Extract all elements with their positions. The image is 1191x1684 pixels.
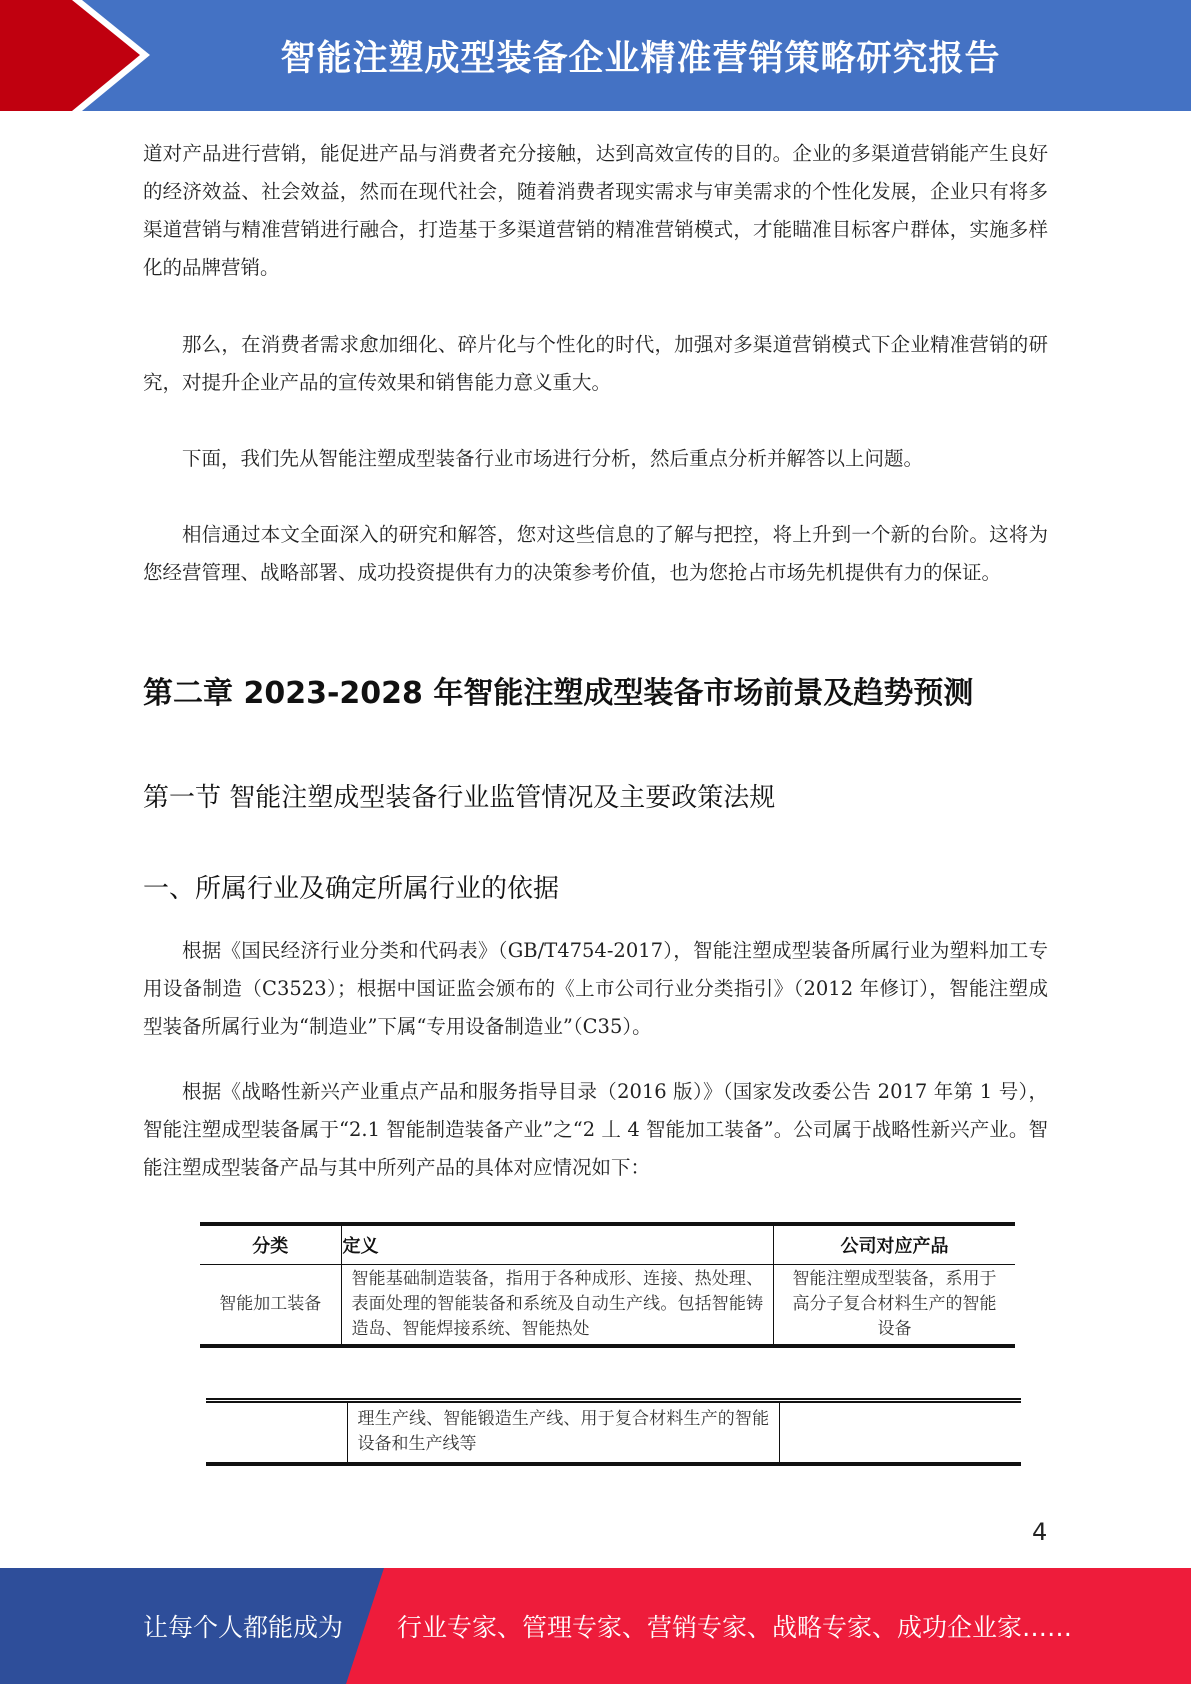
subsection-heading: 一、所属行业及确定所属行业的依据 [143, 874, 560, 904]
table-cell-category: 智能加工装备 [219, 1294, 322, 1314]
table-cell-product [780, 1401, 1021, 1465]
table-cell-definition: 智能基础制造装备，指用于各种成形、连接、热处理、表面处理的智能装备和系统及自动生产线。包括智能铸造岛、智能焊接系统、智能热处 [341, 1265, 774, 1347]
classification-table-continuation [206, 1398, 1021, 1466]
table-cell-product: 智能注塑成型装备，系用于高分子复合材料生产的智能设备 [774, 1265, 1015, 1347]
table-cell-category [206, 1401, 347, 1465]
table-row [206, 1401, 1021, 1465]
table-header-product: 公司对应产品 [774, 1224, 1015, 1265]
footer-banner [0, 1568, 1191, 1684]
table-cell-definition: 理生产线、智能锻造生产线、用于复合材料生产的智能设备和生产线等 [347, 1401, 780, 1465]
document-title: 智能注塑成型装备企业精准营销策略研究报告 [280, 38, 1001, 79]
table-header-row [200, 1224, 1015, 1265]
paragraph-value-statement: 相信通过本文全面深入的研究和解答，您对这些信息的了解与把控，将上升到一个新的台阶。这将为您经营管理、战略部署、成功投资提供有力的决策参考价值，也为您抢占市场先机提供有力的保证。 [143, 523, 1048, 584]
paragraph-industry-classification: 根据《国民经济行业分类和代码表》（GB/T4754-2017），智能注塑成型装备所属行业为塑料加工专用设备制造（C3523）；根据中国证监会颁布的《上市公司行业分类指引》（2012 年修订），智能注塑成型装备所属行业为“制造业”下属“专用设备制造业”（C35）。 [143, 939, 1048, 1038]
header-banner [0, 0, 1191, 111]
paragraph-research-significance: 那么，在消费者需求愈加细化、碎片化与个性化的时代，加强对多渠道营销模式下企业精准营销的研究，对提升企业产品的宣传效果和销售能力意义重大。 [143, 333, 1048, 394]
page-number: 4 [1032, 1518, 1048, 1546]
paragraph-analysis-plan: 下面，我们先从智能注塑成型装备行业市场进行分析，然后重点分析并解答以上问题。 [182, 447, 924, 470]
footer-slogan-left: 让每个人都能成为 [143, 1613, 344, 1642]
table-header-definition: 定义 [341, 1224, 774, 1265]
paragraph-multichannel-marketing: 道对产品进行营销，能促进产品与消费者充分接触，达到高效宣传的目的。企业的多渠道营销能产生良好的经济效益、社会效益，然而在现代社会，随着消费者现实需求与审美需求的个性化发展，企业只有将多渠道营销与精准营销进行融合，打造基于多渠道营销的精准营销模式，才能瞄准目标客户群体，实施多样化的品牌营销。 [143, 142, 1048, 279]
chapter-heading: 第二章 2023-2028 年智能注塑成型装备市场前景及趋势预测 [143, 676, 974, 711]
table-header-category: 分类 [200, 1224, 341, 1265]
paragraph-strategic-industry: 根据《战略性新兴产业重点产品和服务指导目录（2016 版）》（国家发改委公告 2017 年第 1 号），智能注塑成型装备属于“2.1 智能制造装备产业”之“2 丄 4 智能加工装备”。公司属于战略性新兴产业。智能注塑成型装备产品与其中所列产品的具体对应情况如下： [143, 1080, 1048, 1179]
footer-slogan-right: 行业专家、管理专家、营销专家、战略专家、成功企业家…… [397, 1613, 1073, 1642]
section-heading: 第一节 智能注塑成型装备行业监管情况及主要政策法规 [143, 783, 776, 813]
table-row [200, 1265, 1015, 1347]
classification-table [200, 1222, 1015, 1348]
header-arrow-decoration [0, 0, 150, 111]
